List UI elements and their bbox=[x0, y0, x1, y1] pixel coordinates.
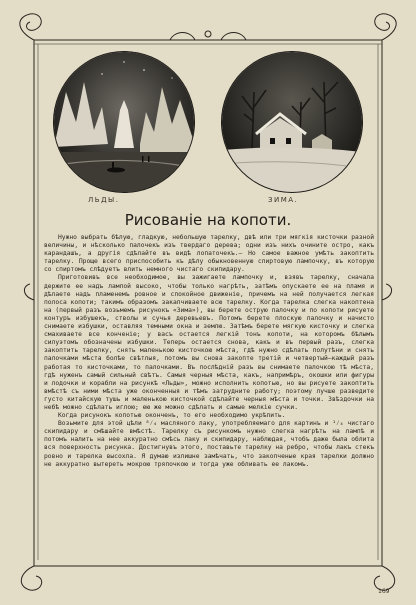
page-number: 169 bbox=[378, 588, 390, 595]
paragraph-3: Когда рисунокъ копотью оконченъ, то его необходимо укрѣпить. bbox=[58, 412, 286, 420]
paragraph-1: Нужно выбрать бѣлую, гладкую, небольшую тарелку, двѣ или три мягкія кисточки разной величины, и нѣсколько палочекъ изъ твердаго дерева; одни изъ нихъ очините остро, какъ карандашъ, а другія сдѣлайте въ видѣ лопаточекъ.— Но самое важное умѣть закоптить тарелку. Проще всего приспособить къ дѣлу обыкновенную спиртовую лампочку, въ которую со спиртомъ слѣдуетъ влить немного чистаго скипидару. bbox=[44, 234, 374, 274]
illustration-ice bbox=[54, 52, 194, 192]
caption-winter: ЗИМА. bbox=[268, 196, 299, 204]
paragraph-2: Приготовивъ все необходимое, вы зажигаете лампочку и, взявъ тарелку, сначала держите ее надъ лампой высоко, чтобы только нагрѣть, затѣмъ опускаете ее на пламя и дѣлаете надъ пламенемъ ровное и спокойное движеніе, причемъ на ней получается легкая полоса копоти; такимъ образомъ закапчиваете всю тарелку. Когда тарелка слегка накоптена на (первый разъ возьмемъ рисунокъ «Зима»), вы берете острую палочку и по копоти рисуете контуръ избушекъ, стволы и сучья деревьевъ. Потомъ берете плоскую палочку и начисто снимаете избушки, оставляя темными окна и землю. Затѣмъ берете мягкую кисточку и слегка смахиваете все конченіе; у васъ остается легкій тонъ копоти, на которомъ бѣлымъ силуэтомъ обозначены избушки. Теперь остается снова, какъ и въ первый разъ, слегка закоптить тарелку, снять маленькою кисточкою мѣста, гдѣ нужно сдѣлать полутѣни и снять палочками мѣста болѣе свѣтлыя, потомъ вы снова закопте третій и четвертый—каждый разъ работая то кисточками, то палочками. Въ послѣдній разъ вы снимаете палочкою тѣ мѣста, гдѣ нуженъ самый сильный свѣтъ. Самыя черныя мѣста, какъ, напримѣръ, окошки или фигуры и лодочки и корабли на рисункѣ «Льды», можно исполнить копотью, но вы рисуете закоптить вмѣстѣ съ ними мѣста уже оконченныя и тѣмъ затрудните работу; поэтому лучше разведите густо китайскую тушь и маленькою кисточкой сдѣлайте черныя мѣста и точки. Звѣздочки на небѣ можно сдѣлать иглою; ею же можно сдѣлать и самые мелкіе сучки. bbox=[44, 274, 374, 411]
caption-ice: ЛЬДЫ. bbox=[88, 196, 120, 204]
paragraph-4: Возьмите для этой цѣли ⁸⁄₄ масляного лаку, употребляемаго для картинъ и ¹⁄₄ чистаго скипидару и смѣшайте вмѣстѣ. Тарелку съ рисункомъ нужно слегка нагрѣть на лампѣ и потомъ налить на нее аккуратно смѣсь лаку и скипидару, наблюдая, чтобъ даже была облита вся поверхность рисунка. Достигнувъ этого, поставьте тарелку на ребро, чтобы лакъ стекъ ровно и тарелка высохла. Я думаю излишне замѣчать, что закопченые края тарелки должно не аккуратно вытереть мокрою тряпочкою и тогда уже обливать ее лакомъ. bbox=[44, 420, 374, 468]
illustration-winter bbox=[222, 52, 362, 192]
article-body bbox=[44, 234, 374, 469]
page-title: Рисованіе на копоти. bbox=[124, 211, 292, 229]
